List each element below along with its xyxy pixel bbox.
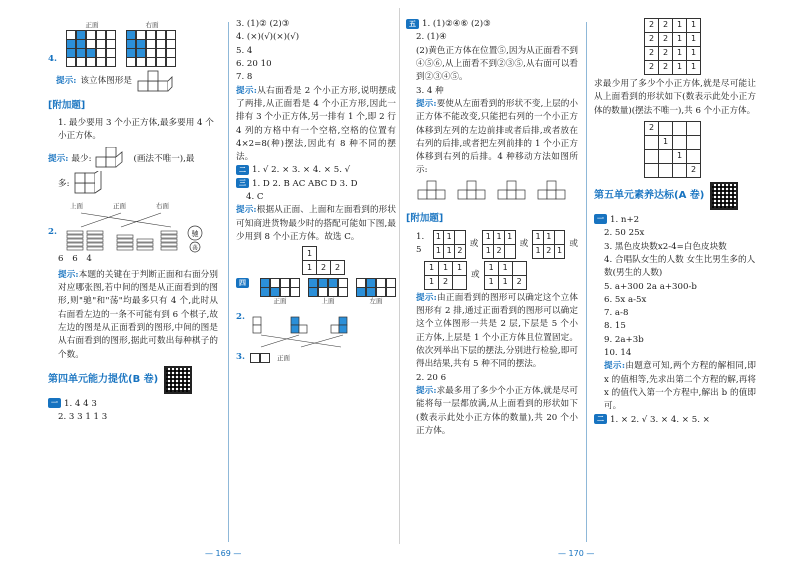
grid-label: 左面 — [369, 297, 383, 306]
answer-text: 2. 3 3 1 1 3 — [58, 412, 108, 423]
or-text: 或 — [469, 238, 479, 249]
front-view-grid — [67, 20, 117, 66]
column-divider — [228, 22, 229, 542]
view-matching-figure — [251, 311, 381, 351]
left-page-column-2 — [236, 18, 396, 365]
answer-text: 7. a-8 — [604, 308, 629, 319]
qr-code-icon[interactable] — [710, 182, 738, 210]
section-title: [附加题] — [406, 213, 444, 225]
answer-text: 2. 50 25x — [604, 228, 645, 239]
grid-label: 右面 — [145, 21, 159, 29]
section-badge: 二 — [594, 414, 607, 424]
q4-figures — [48, 20, 218, 66]
left-page-column-1 — [48, 18, 218, 425]
hint-label: 提示: — [48, 153, 69, 164]
answer-text: 3. (1)② (2)③ — [236, 19, 290, 29]
extra-answer-1 — [406, 230, 578, 259]
count-table: 1 1 1 1 2 — [482, 230, 515, 259]
chess-label: 荡 — [192, 245, 198, 252]
grid-cell: 1 — [303, 247, 317, 261]
front-view-grid — [260, 278, 300, 306]
answer-row — [48, 398, 218, 411]
section-badge: 四 — [236, 278, 249, 288]
answer-text: 1. 最少要用 3 个小正方体,最多要用 4 个小正方体。 — [58, 117, 214, 142]
page-number: — 169 — — [205, 548, 242, 558]
section-title: [附加题] — [48, 100, 86, 112]
answer-text: 1. n+2 — [610, 214, 640, 225]
answer-text: 2. 20 6 — [416, 372, 447, 383]
cube-figure-icon — [73, 171, 109, 197]
answer-text: 7. 8 — [236, 72, 253, 83]
answer-text: 6. 20 10 — [236, 58, 272, 69]
answer-text: 1. √ 2. × 3. × 4. × 5. √ — [252, 165, 351, 176]
hint-text: 最少: — [71, 153, 92, 164]
answer-text: 5. a+300 2a a+300-b — [604, 281, 697, 292]
answer-text: 3. 黑色皮块数x2-4=白色皮块数 — [604, 241, 727, 252]
hint-block — [406, 98, 578, 178]
answer-text: 1. 4 4 3 — [64, 398, 97, 409]
or-text: 或 — [569, 238, 579, 249]
hint-text: 从右面看是 2 个小正方形,说明摆成了两排,从正面看是 4 个小正方形,因此一排有 3 个小正方体,另一排有 1 个,即 2 行 4 列的方格中有一个空格,空格的位置有 4×2=8(种)摆法,因此有 8 种不同的摆法。 — [236, 85, 396, 163]
hint-label: 提示: — [416, 292, 437, 303]
qr-code-icon[interactable] — [164, 366, 192, 394]
hint-text: 本题的关键在于判断正面和右面分别对应哪张图,若中间的图是从正面看到的图形,则"驰"和"荡"均最多只有 4 个,此时从右面看左边的一条不可能有到 6 个棋子,故左边的图是从正面看到的图形,中间的图是从右面看到的图形,据此可数出每种棋子的个数。 — [58, 269, 218, 360]
hint-text: 求最少用了多少个小正方体,就是尽可能让从上面看到的形状如下(数表示此处小正方体的数量)(摆法不唯一),共 6 个小正方体。 — [594, 79, 756, 116]
section-badge: 五 — [406, 19, 419, 29]
cube-stack-icon — [136, 69, 180, 95]
hint-text: (画法不唯一),最 — [133, 153, 195, 164]
grid-label: 正面 — [85, 21, 99, 29]
min-count-table: 2 1 1 2 — [644, 121, 701, 178]
section-badge: 一 — [594, 214, 607, 224]
answer-text: 5. 4 — [236, 45, 253, 56]
answer-text: 3. 4 种 — [416, 85, 444, 96]
unit-title-text: 第五单元素养达标(A 卷) — [594, 190, 705, 202]
answer-row — [406, 18, 578, 31]
q2-figure — [48, 201, 218, 253]
hint-text: 由正面看到的图形可以确定这个立体图形有 2 排,通过正面看到的图形可以确定这个立体图形一共是 2 层,下层是 5 个小正方体,上层是 1 个小正方体且位置固定。依次列举出下层的摆法,分别进行检验,即可得出结果,共有 5 种不同的摆法。 — [416, 292, 578, 370]
answer-text: (2)黄色正方体在位置⑤,因为从正面看不到④⑤⑥,从上面看不到②③⑤,从右面可以看到②③④⑤。 — [416, 45, 578, 83]
extra-hint-max — [58, 171, 218, 197]
grid-label: 正面 — [273, 297, 287, 306]
left-view-grid — [356, 278, 396, 306]
q3-row — [236, 351, 396, 364]
view-label: 正面 — [113, 202, 126, 211]
count-table: 1 1 1 1 2 — [424, 261, 467, 290]
or-text: 或 — [471, 269, 480, 280]
page-number: — 170 — — [558, 548, 595, 558]
cube-figure-icon — [94, 147, 130, 171]
hint-label: 提示: — [604, 361, 626, 372]
question-number: 4. — [48, 53, 57, 64]
q3-grid — [251, 354, 271, 363]
answer-row — [594, 214, 756, 227]
hint-block — [406, 385, 578, 438]
hint-label: 提示: — [58, 269, 79, 280]
page-gutter — [399, 8, 400, 544]
count-table: 1 1 1 1 2 — [433, 230, 466, 259]
or-text: 或 — [519, 238, 529, 249]
hint-block — [236, 204, 396, 244]
q2-view-labels — [48, 201, 218, 211]
answer-text: 8. 15 — [604, 321, 626, 332]
hint-text: 由题意可知,两个方程的解相同,即 x 的值相等,先求出第二个方程的解,再将 x 的值代入第一个方程中,解出 b 的值即可。 — [604, 361, 756, 412]
answer-row — [236, 178, 396, 191]
chess-piece-stacks — [61, 211, 211, 253]
section-badge: 二 — [236, 165, 249, 175]
answer-text: 6. 5x a-5x — [604, 294, 647, 305]
answer-text: 1. D 2. B AC ABC D 3. D — [252, 178, 358, 189]
answer-row — [236, 164, 396, 177]
column-divider — [586, 22, 587, 542]
right-view-grid — [127, 20, 177, 66]
top-view-grid — [308, 278, 348, 306]
answer-text: 1. × 2. √ 3. × 4. × 5. × — [610, 414, 710, 425]
answer-text: 1. (1)②④⑥ (2)③ — [422, 19, 491, 29]
unit-5a-title — [594, 182, 756, 210]
q4-hint — [56, 69, 218, 95]
hint-block — [594, 360, 756, 413]
draw-views — [236, 278, 396, 306]
question-number: 2. — [48, 226, 57, 237]
grid-cell: 2 — [317, 261, 331, 275]
hint-label: 提示: — [416, 98, 437, 109]
section-badge: 三 — [236, 178, 249, 188]
hint-text: 该立体图形是 — [80, 76, 132, 87]
question-number: 3. — [236, 352, 245, 363]
hint-text: 根据从正面、上面和左面看到的形状可知商进货物最少时的搭配可能如下图,最少用到 8 个小正方体。故选 C。 — [236, 205, 396, 242]
q2-hint — [48, 269, 218, 362]
view-label: 右面 — [156, 202, 169, 211]
question-number: 2. — [236, 312, 245, 323]
answer-text: 4. (×)(√)(×)(√) — [236, 32, 300, 43]
hint-text: 多: — [58, 178, 70, 189]
extra-answer-1b — [406, 261, 578, 290]
answer-text: 1. 5 — [416, 231, 425, 256]
grid-cell: 2 — [331, 261, 345, 275]
grid-label: 上面 — [321, 297, 335, 306]
hint-block — [406, 292, 578, 372]
answer-text: 9. 2a+3b — [604, 334, 644, 345]
answer-text: 4. C — [246, 192, 264, 203]
section-badge: 一 — [48, 398, 61, 408]
unit-4b-title — [48, 366, 218, 394]
count-grid — [302, 246, 396, 275]
grid-label: 正面 — [276, 354, 290, 362]
answer-text: 6 6 4 — [58, 254, 92, 265]
hint-label: 提示: — [56, 76, 77, 87]
four-arrangements-figure — [416, 178, 576, 204]
count-table: 1 1 1 1 2 — [484, 261, 527, 290]
hint-block — [236, 85, 396, 165]
extra-hint — [48, 147, 218, 171]
hint-text: 求最多用了多少个小正方体,就是尽可能将每一层都放满,从上面看到的形状如下(数表示此处小正方体的数量),共 20 个小正方体。 — [416, 385, 578, 436]
hint-label: 提示: — [236, 205, 257, 216]
view-label: 上面 — [70, 202, 83, 211]
hint-text: 要使从左面看到的形状不变,上层的小正方体不能改变,只能把右列的一个小正方体移到左列的左边前排或者后排,或者放在右列的后排,或者把左列前排的 1 个小正方体移到右列的后排。4 种移动方法如图所示: — [416, 98, 578, 176]
hint-label: 提示: — [416, 385, 437, 396]
unit-title-text: 第四单元能力提优(B 卷) — [48, 374, 159, 386]
answer-text: 10. 14 — [604, 348, 632, 359]
right-page-column-2 — [594, 18, 756, 427]
q2-match — [236, 311, 396, 351]
grid-cell: 1 — [303, 261, 317, 275]
right-page-column-1 — [406, 18, 578, 438]
chess-label: 驰 — [191, 230, 199, 239]
hint-label: 提示: — [236, 85, 257, 96]
answer-row — [594, 414, 756, 427]
answer-text: 4. 合唱队女生的人数 女生比男生多的人数(男生的人数) — [604, 254, 756, 279]
answer-text: 2. (1)④ — [416, 32, 447, 43]
count-table: 1 1 1 2 1 — [532, 230, 565, 259]
max-count-table: 2 2 1 1 2 2 1 1 2 2 1 1 2 2 1 1 — [644, 18, 701, 75]
